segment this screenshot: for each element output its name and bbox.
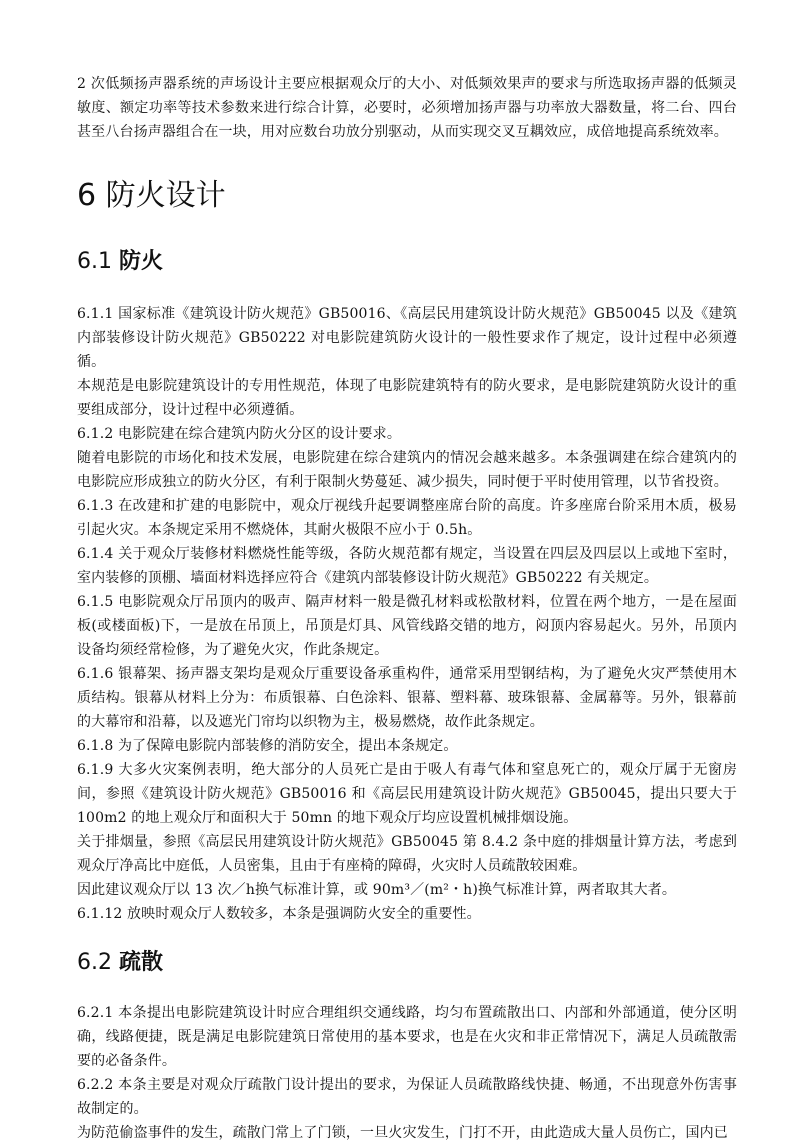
section-title: 防火 [119, 249, 164, 274]
paragraph: 6.1.8 为了保障电影院内部装修的消防安全，提出本条规定。 [77, 738, 458, 754]
section-body-evacuation [77, 1001, 737, 1145]
section-heading-evacuation [77, 948, 737, 978]
section-body-fire [77, 302, 737, 926]
intro-paragraph: 2 次低频扬声器系统的声场设计主要应根据观众厅的大小、对低频效果声的要求与所选取扬声器的低频灵敏度、额定功率等技术参数来进行综合计算，必要时，必须增加扬声器与功率放大器数量，将二台、四台甚至八台扬声器组合在一块，用对应数台功放分别驱动，从而实现交叉互耦效应，成倍地提高系统效率。 [77, 76, 737, 140]
section-title: 疏散 [119, 950, 164, 975]
paragraph: 6.2.1 本条提出电影院建筑设计时应合理组织交通线路，均匀布置疏散出口、内部和外部通道，使分区明确，线路便捷，既是满足电影院建筑日常使用的基本要求，也是在火灾和非正常情况下，满足人员疏散需要的必备条件。 [77, 1005, 737, 1069]
paragraph: 为防范偷盗事件的发生，疏散门常上了门锁，一旦火灾发生，门打不开，由此造成大量人员伤亡，国内已 [77, 1125, 728, 1141]
paragraph: 因此建议观众厅以 13 次／h换气标准计算，或 90m³／(m²・h)换气标准计算，两者取其大者。 [77, 882, 677, 898]
paragraph: 6.1.2 电影院建在综合建筑内防火分区的设计要求。 [77, 426, 401, 442]
paragraph: 6.1.9 大多火灾案例表明，绝大部分的人员死亡是由于吸人有毒气体和窒息死亡的，观众厅属于无窗房间，参照《建筑设计防火规范》GB50016 和《高层民用建筑设计防火规范》GB50045，提出只要大于 100m2 的地上观众厅和面积大于 50mn 的地下观众厅均应设置机械排烟设施。 [77, 762, 737, 826]
paragraph: 本规范是电影院建筑设计的专用性规范，体现了电影院建筑特有的防火要求，是电影院建筑防火设计的重要组成部分，设计过程中必须遵循。 [77, 378, 737, 418]
paragraph: 6.2.2 本条主要是对观众厅疏散门设计提出的要求，为保证人员疏散路线快捷、畅通，不出现意外伤害事故制定的。 [77, 1077, 737, 1117]
paragraph: 6.1.6 银幕架、扬声器支架均是观众厅重要设备承重构件，通常采用型钢结构，为了避免火灾严禁使用木质结构。银幕从材料上分为：布质银幕、白色涂料、银幕、塑料幕、玻珠银幕、金属幕等。另外，银幕前的大幕帘和沿幕，以及遮光门帘均以织物为主，极易燃烧，故作此条规定。 [77, 666, 737, 730]
paragraph: 6.1.5 电影院观众厅吊顶内的吸声、隔声材料一般是微孔材料或松散材料，位置在两个地方，一是在屋面板(或楼面板)下，一是放在吊顶上，吊顶是灯具、风管线路交错的地方，闷顶内容易起火。另外，吊顶内设备均须经常检修，为了避免火灾，作此条规定。 [77, 594, 737, 658]
chapter-title: 6 防火设计 [77, 178, 226, 213]
section-number: 6.1 [77, 249, 112, 274]
paragraph: 6.1.3 在改建和扩建的电影院中，观众厅视线升起要调整座席台阶的高度。许多座席台阶采用木质，极易引起火灾。本条规定采用不燃烧体，其耐火极限不应小于 0.5h。 [77, 498, 737, 538]
paragraph: 6.1.12 放映时观众厅人数较多，本条是强调防火安全的重要性。 [77, 906, 481, 922]
paragraph: 关于排烟量，参照《高层民用建筑设计防火规范》GB50045 第 8.4.2 条中庭的排烟量计算方法，考虑到观众厅净高比中庭低，人员密集，且由于有座椅的障碍，火灾时人员疏散较困难。 [77, 834, 737, 874]
paragraph: 随着电影院的市场化和技术发展，电影院建在综合建筑内的情况会越来越多。本条强调建在综合建筑内的电影院应形成独立的防火分区，有利于限制火势蔓延、减少损失，同时便于平时使用管理，以节省投资。 [77, 450, 737, 490]
document-page [77, 72, 737, 1145]
section-number: 6.2 [77, 950, 112, 975]
paragraph: 6.1.1 国家标准《建筑设计防火规范》GB50016、《高层民用建筑设计防火规范》GB50045 以及《建筑内部装修设计防火规范》GB50222 对电影院建筑防火设计的一般性要求作了规定，设计过程中必须遵循。 [77, 306, 737, 370]
paragraph: 6.1.4 关于观众厅装修材料燃烧性能等级，各防火规范都有规定，当设置在四层及四层以上或地下室时，室内装修的顶棚、墙面材料选择应符合《建筑内部装修设计防火规范》GB50222 有关规定。 [77, 546, 737, 586]
section-heading-fire [77, 247, 737, 277]
